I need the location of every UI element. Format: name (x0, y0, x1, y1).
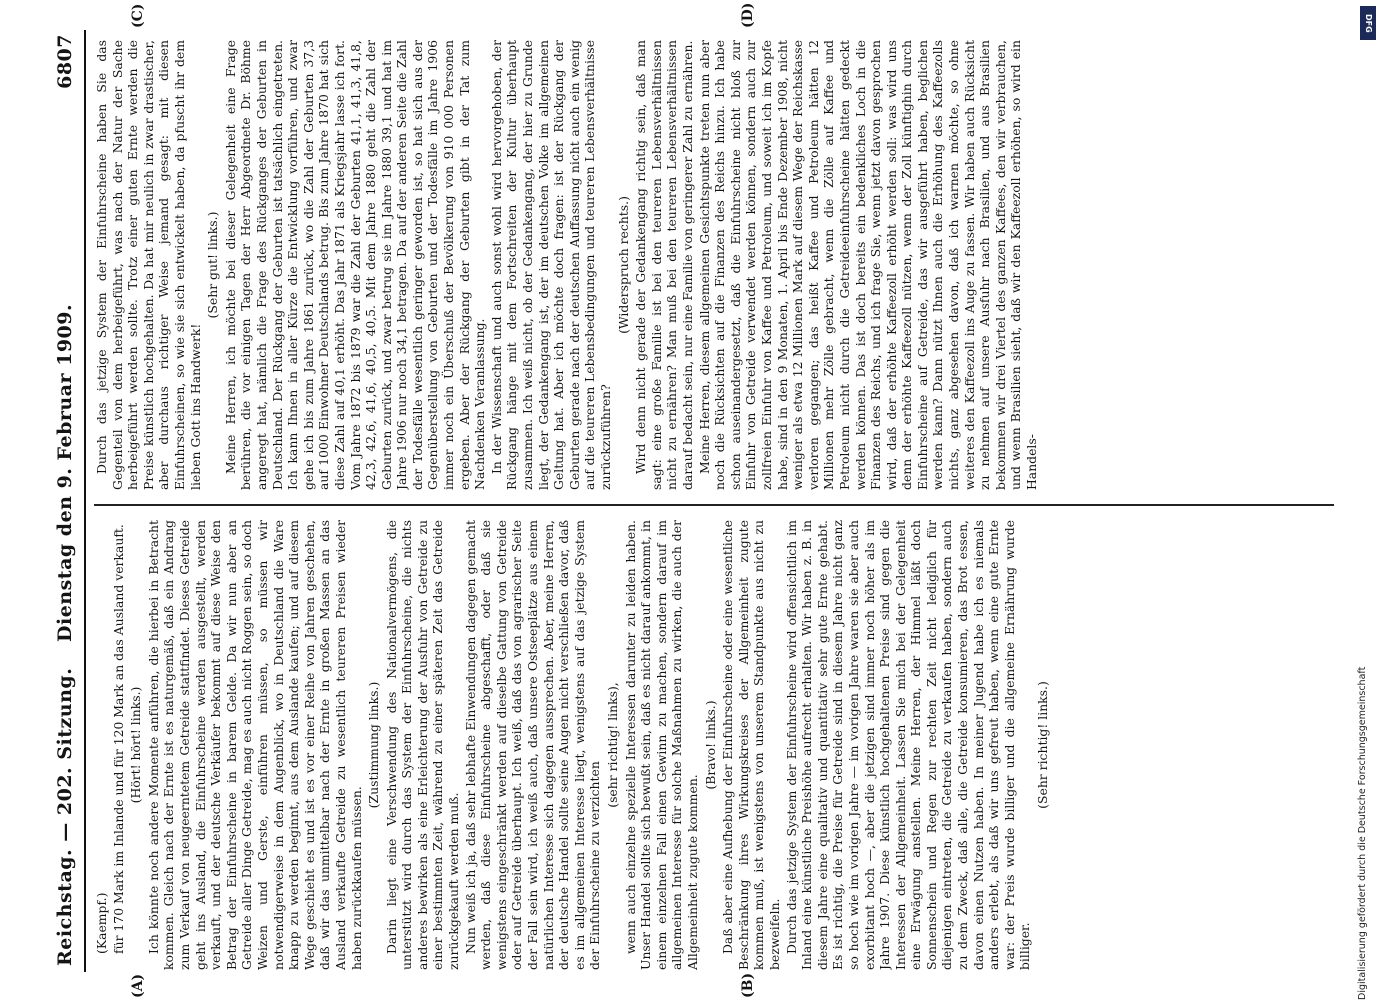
left-column (94, 520, 1334, 970)
paragraph: Meine Herren, ich möchte bei dieser Gelegenheit eine Frage berühren, die vor einigen Tagen der Herr Abgeordnete Dr. Böhme angeregt hat, nämlich die Frage des Rückganges der Geburten in Deutschland. Der Rückgang der Geburten ist tatsächlich eingetreten. Ich kann Ihnen in aller Kürze die Entwicklung vorführen, und zwar gehe ich bis zum Jahre 1861 zurück, wo die Zahl der Geburten 37,3 auf 1000 Einwohner Deutschlands betrug. Bis zum Jahre 1870 hat sich diese Zahl auf 40,1 erhöht. Das Jahr 1871 als Kriegsjahr lasse ich fort. Vom Jahre 1872 bis 1879 war die Zahl der Geburten 41,1, 41,3, 41,8, 42,3, 42,6, 41,6, 40,5, 40,5. Mit dem Jahre 1880 geht die Zahl der Geburten zurück, und zwar betrug sie im Jahre 1880 39,1 und hat im Jahre 1906 nur noch 34,1 betragen. Da auf der anderen Seite die Zahl der Todesfälle wesentlich geringer geworden ist, so hat sich aus der Gegenüberstellung von Geburten und der Todesfälle im Jahre 1906 immer noch ein Überschuß der Bevölkerung von 910 000 Personen ergeben. Aber der Rückgang der Geburten gibt in der Tat zum Nachdenken Veranlassung. (222, 40, 488, 490)
paragraph: für 170 Mark im Inlande und für 120 Mark an das Ausland verkauft. (110, 524, 126, 954)
digitization-stamp (1357, 0, 1379, 1000)
paragraph: Meine Herren, diesem allgemeinen Gesichtspunkte treten nun aber noch die Rücksichten auf die Finanzen des Reichs hinzu. Ich habe schon auseinandergesetzt, daß die Einfuhrscheine nicht bloß zur Einfuhr von Getreide verwendet werden können, sondern auch zur zollfreien Einfuhr von Kaffee und Petroleum, und soweit ich im Kopfe habe, sind in den 9 Monaten, 1. April bis Ende Dezember 1908, nicht weniger als etwa 12 Millionen Mark auf diesem Wege der Reichskasse verloren gegangen; das heißt Kaffee und Petroleum hätten 12 Millionen mehr Zölle gebracht, wenn die Zölle auf Kaffee und Petroleum nicht durch die Getreideeinfuhrscheine hätten gedeckt werden können. Das ist doch bereits ein bedenkliches Loch in die Finanzen des Reichs, und ich frage Sie, wenn jetzt davon gesprochen wird, daß der erhöhte Kaffeezoll erhöht werden soll: was wird uns denn der erhöhte Kaffeezoll nützen, wenn der Zoll künftighin durch Einfuhrscheine auf Getreide, das wir ausgeführt haben, beglichen werden kann? Dann nützt Ihnen auch die Erhöhung des Kaffeezolls nichts, ganz abgesehen davon, daß ich warnen möchte, so ohne weiteres den Kaffeezoll ins Auge zu fassen. Wir haben auch Rücksicht zu nehmen auf unsere Ausfuhr nach Brasilien, und aus Brasilien bekommen wir drei Viertel des ganzen Kaffees, den wir verbrauchen, und wenn Brasilien sieht, daß wir den Kaffeezoll erhöhen, so wird ein Handels- (696, 40, 1040, 490)
digitization-notice: Digitalisierung gefördert durch die Deutsche Forschungsgemeinschaft (1357, 666, 1368, 1000)
column-rule (94, 504, 1334, 506)
interjection: (Sehr gut! links.) (205, 211, 221, 319)
rotated-content (50, 2, 1340, 998)
interjection: (Sehr richtig! links.) (1035, 681, 1051, 809)
paragraph: Wird denn nicht gerade der Gedankengang richtig sein, daß man sagt: eine große Familie ist bei den teureren Lebensverhältnissen nicht zu ernähren? Man muß bei den teureren Lebensverhältnissen darauf bedacht sein, nur eine Familie von geringerer Zahl zu ernähren. (633, 40, 695, 490)
header-date: Dienstag den 9. Februar 1909. (54, 303, 76, 642)
paragraph: Darin liegt eine Verschwendung des Nationalvermögens, die unterstützt wird durch das System der Einfuhrscheine, die nichts anderes bewirken als eine Erleichterung der Ausfuhr von Getreide zu einer bestimmten Zeit, während zu einer späteren Zeit das Getreide zurückgekauft werden muß. (383, 520, 462, 970)
interjection: (Bravo! links.) (702, 700, 718, 790)
header-left: Reichstag. — 202. Sitzung. (54, 667, 76, 966)
paragraph: Durch das jetzige System der Einfuhrscheine haben Sie das Gegenteil von dem herbeigeführt, was nach der Natur der Sache herbeigeführt werden sollte. Trotz einer guten Ernte werden die Preise künstlich hochgehalten. Da hat mir neulich in zwar drastischer, aber durchaus richtiger Weise jemand gesagt: mit diesen Einfuhrscheinen, so wie sie sich entwickelt haben, da pfuscht ihr dem lieben Gott ins Handwerk! (94, 40, 203, 490)
interjection: (Zustimmung links.) (366, 681, 382, 809)
page-number: 6807 (54, 34, 76, 89)
margin-mark-b: (B) (740, 972, 756, 998)
dfg-logo: DFG (1360, 6, 1376, 40)
paragraph: wenn auch einzelne spezielle Interessen darunter zu leiden haben. Unser Handel sollte sich bewußt sein, daß es nicht darauf ankommt, in einem einzelnen Fall einen Gewinn zu machen, sondern darauf im allgemeinen Interesse für solche Maßnahmen zu wirken, die auch der Allgemeinheit zugute kommen. (622, 520, 700, 970)
paragraph: Nun weiß ich ja, daß sehr lebhafte Einwendungen dagegen gemacht werden, daß diese Einfuhrscheine abgeschafft, oder daß sie wenigstens eingeschränkt werden auf dieselbe Gattung von Getreide oder auf Getreide überhaupt. Ich weiß, daß das von agrarischer Seite der Fall sein wird, ich weiß auch, daß unsere Ostseeplätze aus einem natürlichen Interesse sich dagegen aussprechen. Aber, meine Herren, der deutsche Handel sollte seine Augen nicht verschließen davor, daß es im allgemeinen Interesse liegt, wenigstens auf das jetzige System der Einfuhrscheine zu verzichten (462, 520, 603, 970)
interjection: (Hört! hört! links.) (128, 686, 144, 804)
margin-mark-c: (C) (130, 3, 146, 28)
margin-mark-a: (A) (130, 973, 146, 998)
interjection: (Widerspruch rechts.) (615, 196, 631, 334)
paragraph: (Kaempf.) (94, 892, 109, 954)
interjection: (sehr richtig! links), (605, 682, 620, 808)
paragraph: In der Wissenschaft und auch sonst wohl wird hervorgehoben, der Rückgang hänge mit dem Fortschreiten der Kultur überhaupt zusammen. Ich weiß nicht, ob der Gedankengang, der hier zu Grunde liegt, der Gedankengang ist, der im deutschen Volke im allgemeinen Geltung hat. Aber ich möchte doch fragen: ist der Rückgang der Geburten gerade nach der deutschen Auffassung nicht auch ein wenig auf die teureren Lebensbedingungen und teureren Lebensverhältnisse zurückzuführen? (488, 40, 613, 490)
paragraph: Ich könnte noch andere Momente anführen, die hierbei in Betracht kommen. Gleich nach der Ernte ist es naturgemäß, daß ein Andrang zum Verkauf von neugeerntetem Getreide stattfindet. Dieses Getreide geht ins Ausland, die Einfuhrscheine werden ausgestellt, werden verkauft, und der deutsche Verkäufer bekommt auf diese Weise den Betrag der Einfuhrscheine in barem Gelde. Da wir nun aber an Getreide aller Dinge Getreide, mag es auch nicht Roggen sein, so doch Weizen und Gerste, einführen müssen, so müssen wir notwendigerweise in dem Augenblick, wo in Deutschland die Ware knapp zu werden beginnt, aus dem Auslande kaufen; und auf diesem Wege geschieht es und ist es vor einer Reihe von Jahren geschehen, daß wir das unmittelbar nach der Ernte in großen Massen an das Ausland verkaufte Getreide zu wesentlich teureren Preisen wieder haben zurückkaufen müssen. (145, 520, 364, 970)
page-header (50, 30, 86, 972)
margin-mark-d: (D) (740, 2, 756, 28)
paragraph: Durch das jetzige System der Einfuhrscheine wird offensichtlich im Inland eine künstliche Preishöhe aufrecht erhalten. Wir haben z. B. in diesem Jahre eine qualitativ und quantitativ sehr gute Ernte gehabt. Es ist richtig, die Preise für Getreide sind in diesem Jahre nicht ganz so hoch wie im vorigen Jahre — im vorigen Jahre waren sie aber auch exorbitant hoch —, aber die jetzigen sind immer noch höher als im Jahre 1907. Diese künstlich hochgehaltenen Preise sind gegen die Interessen der Allgemeinheit. Lassen Sie mich bei der Gelegenheit eine Erwägung anstellen. Meine Herren, der Himmel läßt doch Sonnenschein und Regen zur rechten Zeit nicht lediglich für diejenigen eintreten, die Getreide zu verkaufen haben, sondern auch zu dem Zweck, daß alle, die Getreide konsumieren, das Brot essen, davon einen Nutzen haben. In meiner Jugend habe ich es niemals anders erlebt, als daß wir uns gefreut haben, wenn eine gute Ernte war: der Preis wurde billiger und die allgemeine Ernährung wurde billiger. (783, 520, 1033, 970)
right-column (94, 40, 1334, 490)
paragraph: Daß aber eine Aufhebung der Einfuhrscheine oder eine wesentliche Beschränkung ihres Wirkungskreises der Allgemeinheit zugute kommen muß, ist wenigstens von unserem Standpunkte aus nicht zu bezweifeln. (720, 520, 782, 970)
